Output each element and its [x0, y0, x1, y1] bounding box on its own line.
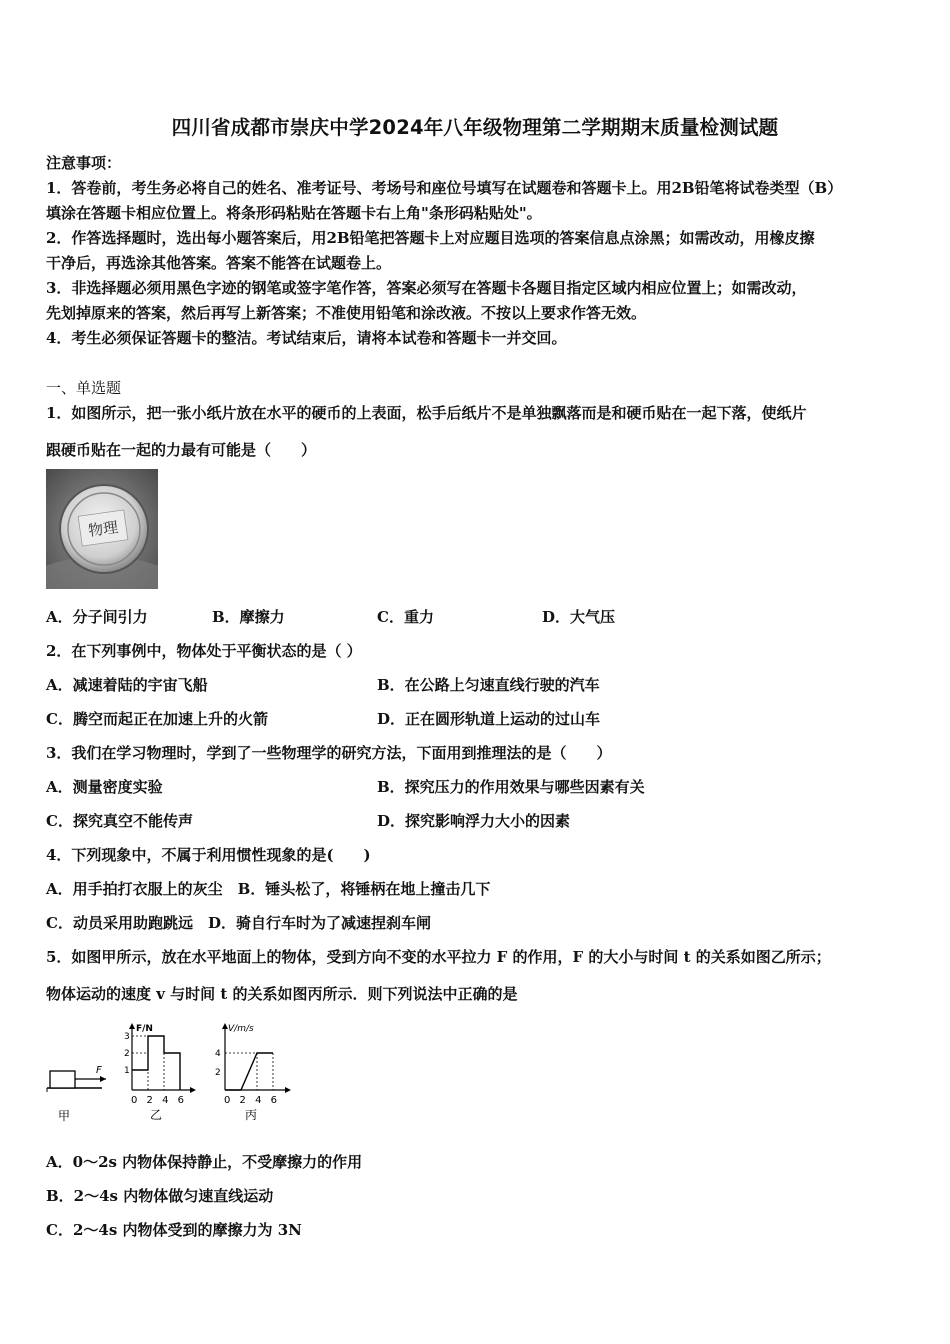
q1-option-b: B．摩擦力	[212, 608, 285, 626]
force-label: F	[96, 1065, 102, 1076]
q3-option-d: D．探究影响浮力大小的因素	[377, 812, 571, 830]
yi-xticks: 0 2 4 6	[131, 1095, 187, 1106]
q1-stem: 1．如图所示，把一张小纸片放在水平的硬币的上表面，松手后纸片不是单独飘落而是和硬币贴在一起下落，使纸片	[46, 404, 807, 422]
page-title: 四川省成都市崇庆中学2024年八年级物理第二学期期末质量检测试题	[171, 116, 779, 139]
velocity-time-curve	[225, 1053, 273, 1090]
q2-stem: 2．在下列事例中，物体处于平衡状态的是（ ）	[46, 642, 362, 660]
q5-option-c: C．2～4s 内物体受到的摩擦力为 3N	[46, 1221, 302, 1239]
notice-line: 3．非选择题必须用黑色字迹的钢笔或签字笔作答，答案必须写在答题卡各题目指定区域内相应位置上；如需改动，	[46, 279, 807, 297]
section-heading: 一、单选题	[46, 379, 122, 397]
q5-stem-cont: 物体运动的速度 v 与时间 t 的关系如图丙所示．则下列说法中正确的是	[46, 985, 518, 1003]
coin-paper-text: 物理	[87, 517, 120, 540]
block	[50, 1071, 75, 1088]
force-time-curve	[132, 1036, 180, 1090]
notice-line: 填涂在答题卡相应位置上。将条形码粘贴在答题卡右上角"条形码粘贴处"。	[46, 204, 542, 222]
notice-line: 2．作答选择题时，选出每小题答案后，用2B铅笔把答题卡上对应题目选项的答案信息点涂黑；如需改动，用橡皮擦	[46, 229, 815, 247]
q5-figure	[44, 1015, 304, 1127]
notice-line: 4．考生必须保证答题卡的整洁。考试结束后，请将本试卷和答题卡一并交回。	[46, 329, 567, 347]
coin-photo	[46, 469, 158, 589]
label-yi: 乙	[149, 1108, 163, 1122]
q3-option-c: C．探究真空不能传声	[46, 812, 193, 830]
q2-option-a: A．减速着陆的宇宙飞船	[46, 676, 208, 694]
yi-ytick: 1	[124, 1066, 130, 1076]
q3-option-a: A．测量密度实验	[46, 778, 163, 796]
q2-option-b: B．在公路上匀速直线行驶的汽车	[377, 676, 600, 694]
q5-option-b: B．2～4s 内物体做匀速直线运动	[46, 1187, 274, 1205]
notice-line: 先划掉原来的答案，然后再写上新答案；不准使用铅笔和涂改液。不按以上要求作答无效。	[46, 304, 647, 322]
q5-stem: 5．如图甲所示，放在水平地面上的物体，受到方向不变的水平拉力 F 的作用，F 的大小与时间 t 的关系如图乙所示；	[46, 948, 831, 966]
bing-axis-label: V/m/s	[228, 1024, 254, 1034]
q3-stem: 3．我们在学习物理时，学到了一些物理学的研究方法，下面用到推理法的是（ ）	[46, 744, 612, 762]
bing-ytick: 2	[215, 1068, 221, 1078]
yi-ytick: 2	[124, 1049, 130, 1059]
q5-option-a: A．0～2s 内物体保持静止，不受摩擦力的作用	[46, 1153, 363, 1171]
label-bing: 丙	[244, 1108, 258, 1122]
notice-heading: 注意事项：	[46, 154, 122, 172]
q3-option-b: B．探究压力的作用效果与哪些因素有关	[377, 778, 645, 796]
figure-jia	[47, 1065, 106, 1123]
yi-axis-label: F/N	[136, 1024, 153, 1034]
figure-bing	[215, 1023, 291, 1122]
q2-option-c: C．腾空而起正在加速上升的火箭	[46, 710, 268, 728]
label-jia: 甲	[57, 1109, 71, 1123]
q4-options-cd: C．动员采用助跑跳远 D．骑自行车时为了减速捏刹车闸	[46, 914, 431, 932]
figure-yi	[124, 1023, 196, 1122]
q1-option-d: D．大气压	[542, 608, 616, 626]
q1-option-a: A．分子间引力	[46, 608, 148, 626]
q2-option-d: D．正在圆形轨道上运动的过山车	[377, 710, 601, 728]
notice-line: 1．答卷前，考生务必将自己的姓名、准考证号、考场号和座位号填写在试题卷和答题卡上。用2B铅笔将试卷类型（B）	[46, 179, 843, 197]
bing-xticks: 0 2 4 6	[224, 1095, 280, 1106]
q1-option-c: C．重力	[377, 608, 434, 626]
q4-stem: 4．下列现象中，不属于利用惯性现象的是( )	[46, 846, 371, 864]
yi-ytick: 3	[124, 1032, 130, 1042]
bing-ytick: 4	[215, 1049, 221, 1059]
q1-stem-cont: 跟硬币贴在一起的力最有可能是（ ）	[46, 441, 317, 459]
notice-line: 干净后，再选涂其他答案。答案不能答在试题卷上。	[46, 254, 392, 272]
q4-options-ab: A．用手拍打衣服上的灰尘 B．锤头松了，将锤柄在地上撞击几下	[46, 880, 491, 898]
